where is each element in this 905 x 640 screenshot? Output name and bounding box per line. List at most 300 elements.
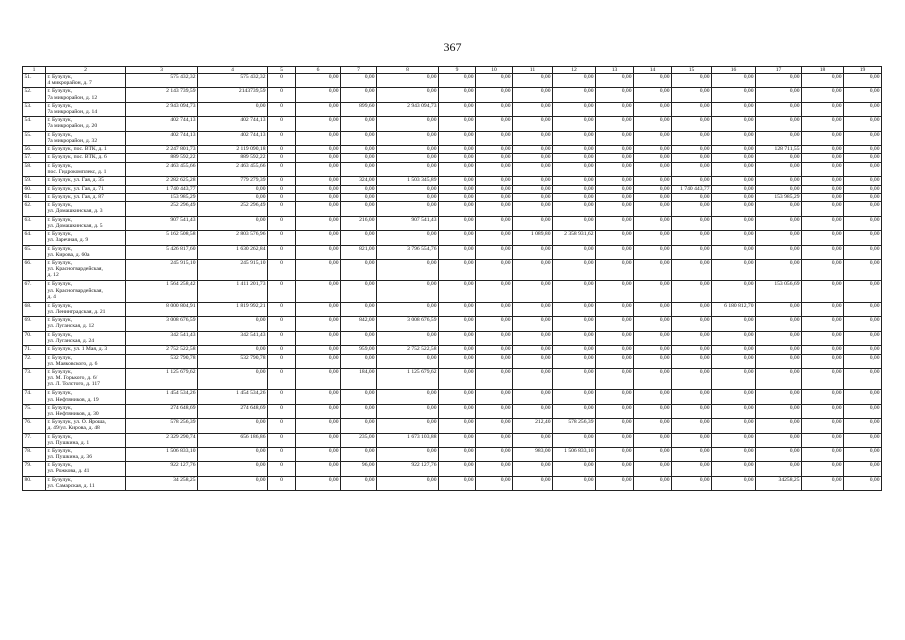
cell-col-8: 3 796 554,76: [377, 245, 439, 259]
cell-col-3: 2 143 739,59: [126, 88, 198, 102]
cell-col-19: 0,00: [844, 146, 882, 154]
cell-col-5: 0: [268, 154, 296, 162]
cell-col-11: 0,00: [513, 346, 553, 354]
cell-col-14: 0,00: [634, 154, 672, 162]
cell-col-7: 0,00: [341, 162, 377, 176]
cell-col-18: 0,00: [802, 354, 844, 368]
column-header-17: 17: [756, 67, 802, 74]
table-row: [23, 447, 882, 461]
table-row: [23, 476, 882, 490]
cell-col-12: 1 506 833,10: [553, 447, 596, 461]
cell-col-18: 0,00: [802, 74, 844, 88]
cell-col-8: 0,00: [377, 202, 439, 216]
address-cell: г. Бузулук, ул. Нефтяников, д. 19: [46, 390, 126, 404]
cell-col-16: 0,00: [712, 331, 756, 345]
cell-col-9: 0,00: [439, 317, 476, 331]
cell-col-14: 0,00: [634, 259, 672, 281]
cell-col-19: 0,00: [844, 462, 882, 476]
cell-col-13: 0,00: [596, 245, 634, 259]
cell-col-14: 0,00: [634, 317, 672, 331]
cell-col-17: 0,00: [756, 390, 802, 404]
address-cell: г. Бузулук, ул. Пушкина, д. 36: [46, 447, 126, 461]
table-row: [23, 216, 882, 230]
cell-col-7: 0,00: [341, 354, 377, 368]
row-number: 72.: [23, 354, 46, 368]
cell-col-16: 0,00: [712, 447, 756, 461]
cell-col-5: 0: [268, 231, 296, 245]
cell-col-6: 0,00: [296, 177, 341, 185]
cell-col-11: 0,00: [513, 154, 553, 162]
cell-col-10: 0,00: [476, 346, 513, 354]
cell-col-8: 0,00: [377, 302, 439, 316]
address-cell: г. Бузулук, ул. Красногвардейская, д. 4: [46, 281, 126, 303]
cell-col-14: 0,00: [634, 146, 672, 154]
cell-col-16: 0,00: [712, 117, 756, 131]
cell-col-15: 0,00: [672, 433, 712, 447]
cell-col-11: 0,00: [513, 117, 553, 131]
cell-col-10: 0,00: [476, 194, 513, 202]
cell-col-18: 0,00: [802, 131, 844, 145]
address-cell: г. Бузулук, ул. Маяковского, д. 6: [46, 354, 126, 368]
cell-col-5: 0: [268, 194, 296, 202]
cell-col-17: 0,00: [756, 419, 802, 433]
row-number: 51.: [23, 74, 46, 88]
cell-col-4: 0,00: [198, 447, 268, 461]
cell-col-6: 0,00: [296, 185, 341, 193]
cell-col-19: 0,00: [844, 331, 882, 345]
address-cell: г. Бузулук, ул. Нефтяников, д. 30: [46, 404, 126, 418]
cell-col-7: 0,00: [341, 331, 377, 345]
cell-col-19: 0,00: [844, 131, 882, 145]
row-number: 75.: [23, 404, 46, 418]
cell-col-13: 0,00: [596, 281, 634, 303]
table-row: [23, 419, 882, 433]
cell-col-4: 532 790,78: [198, 354, 268, 368]
row-number: 70.: [23, 331, 46, 345]
cell-col-3: 2 752 522,58: [126, 346, 198, 354]
cell-col-10: 0,00: [476, 419, 513, 433]
cell-col-19: 0,00: [844, 194, 882, 202]
cell-col-13: 0,00: [596, 404, 634, 418]
cell-col-5: 0: [268, 331, 296, 345]
cell-col-7: 0,00: [341, 88, 377, 102]
cell-col-9: 0,00: [439, 404, 476, 418]
cell-col-12: 0,00: [553, 146, 596, 154]
cell-col-3: 1 740 443,77: [126, 185, 198, 193]
cell-col-14: 0,00: [634, 177, 672, 185]
cell-col-11: 0,00: [513, 177, 553, 185]
cell-col-3: 2 282 625,28: [126, 177, 198, 185]
cell-col-17: 0,00: [756, 259, 802, 281]
cell-col-12: 0,00: [553, 317, 596, 331]
cell-col-13: 0,00: [596, 74, 634, 88]
cell-col-4: 575 432,32: [198, 74, 268, 88]
cell-col-3: 907 541,43: [126, 216, 198, 230]
cell-col-6: 0,00: [296, 245, 341, 259]
row-number: 67.: [23, 281, 46, 303]
cell-col-3: 245 915,10: [126, 259, 198, 281]
cell-col-10: 0,00: [476, 447, 513, 461]
cell-col-11: 0,00: [513, 194, 553, 202]
cell-col-11: 0,00: [513, 462, 553, 476]
cell-col-5: 0: [268, 281, 296, 303]
cell-col-18: 0,00: [802, 331, 844, 345]
cell-col-16: 0,00: [712, 462, 756, 476]
cell-col-11: 0,00: [513, 131, 553, 145]
cell-col-16: 0,00: [712, 216, 756, 230]
cell-col-12: 0,00: [553, 259, 596, 281]
cell-col-9: 0,00: [439, 433, 476, 447]
cell-col-7: 0,00: [341, 231, 377, 245]
cell-col-18: 0,00: [802, 117, 844, 131]
cell-col-15: 0,00: [672, 102, 712, 116]
cell-col-6: 0,00: [296, 259, 341, 281]
cell-col-17: 34258,25: [756, 476, 802, 490]
cell-col-11: 0,00: [513, 354, 553, 368]
cell-col-8: 0,00: [377, 259, 439, 281]
cell-col-7: 959,00: [341, 346, 377, 354]
cell-col-15: 0,00: [672, 146, 712, 154]
cell-col-12: 0,00: [553, 281, 596, 303]
cell-col-12: 0,00: [553, 194, 596, 202]
column-header-12: 12: [553, 67, 596, 74]
address-cell: г. Бузулук, пос. ВТК, д. 1: [46, 146, 126, 154]
cell-col-15: 0,00: [672, 74, 712, 88]
cell-col-14: 0,00: [634, 346, 672, 354]
cell-col-9: 0,00: [439, 368, 476, 390]
cell-col-5: 0: [268, 117, 296, 131]
cell-col-6: 0,00: [296, 216, 341, 230]
cell-col-8: 0,00: [377, 74, 439, 88]
cell-col-10: 0,00: [476, 216, 513, 230]
cell-col-7: 0,00: [341, 185, 377, 193]
cell-col-9: 0,00: [439, 102, 476, 116]
cell-col-6: 0,00: [296, 462, 341, 476]
cell-col-16: 0,00: [712, 146, 756, 154]
cell-col-19: 0,00: [844, 102, 882, 116]
cell-col-18: 0,00: [802, 216, 844, 230]
cell-col-10: 0,00: [476, 259, 513, 281]
cell-col-5: 0: [268, 346, 296, 354]
cell-col-5: 0: [268, 259, 296, 281]
cell-col-15: 0,00: [672, 117, 712, 131]
cell-col-19: 0,00: [844, 368, 882, 390]
cell-col-3: 34 258,25: [126, 476, 198, 490]
cell-col-18: 0,00: [802, 162, 844, 176]
cell-col-7: 0,00: [341, 302, 377, 316]
cell-col-18: 0,00: [802, 102, 844, 116]
cell-col-9: 0,00: [439, 185, 476, 193]
cell-col-4: 0,00: [198, 194, 268, 202]
cell-col-13: 0,00: [596, 390, 634, 404]
cell-col-18: 0,00: [802, 194, 844, 202]
cell-col-15: 0,00: [672, 202, 712, 216]
cell-col-10: 0,00: [476, 368, 513, 390]
column-header-13: 13: [596, 67, 634, 74]
cell-col-10: 0,00: [476, 177, 513, 185]
cell-col-12: 0,00: [553, 202, 596, 216]
column-header-8: 8: [377, 67, 439, 74]
column-header-3: 3: [126, 67, 198, 74]
cell-col-15: 0,00: [672, 154, 712, 162]
cell-col-17: 0,00: [756, 231, 802, 245]
cell-col-5: 0: [268, 419, 296, 433]
cell-col-6: 0,00: [296, 194, 341, 202]
address-cell: г. Бузулук, ул. Гая, д. 71: [46, 185, 126, 193]
cell-col-3: 252 296,49: [126, 202, 198, 216]
table-row: [23, 162, 882, 176]
cell-col-6: 0,00: [296, 404, 341, 418]
cell-col-15: 0,00: [672, 259, 712, 281]
cell-col-16: 0,00: [712, 177, 756, 185]
column-header-14: 14: [634, 67, 672, 74]
cell-col-5: 0: [268, 354, 296, 368]
cell-col-5: 0: [268, 185, 296, 193]
address-cell: г. Бузулук, ул. М. Горького, д. 6/ ул. Л. Толстого, д. 117: [46, 368, 126, 390]
cell-col-9: 0,00: [439, 154, 476, 162]
cell-col-8: 0,00: [377, 146, 439, 154]
cell-col-12: 0,00: [553, 302, 596, 316]
cell-col-13: 0,00: [596, 331, 634, 345]
cell-col-6: 0,00: [296, 476, 341, 490]
cell-col-5: 0: [268, 476, 296, 490]
cell-col-12: 0,00: [553, 131, 596, 145]
cell-col-6: 0,00: [296, 154, 341, 162]
cell-col-19: 0,00: [844, 185, 882, 193]
cell-col-13: 0,00: [596, 146, 634, 154]
cell-col-12: 0,00: [553, 154, 596, 162]
cell-col-11: 983,00: [513, 447, 553, 461]
cell-col-11: 0,00: [513, 433, 553, 447]
cell-col-12: 0,00: [553, 177, 596, 185]
cell-col-17: 0,00: [756, 368, 802, 390]
row-number: 63.: [23, 216, 46, 230]
cell-col-13: 0,00: [596, 368, 634, 390]
cell-col-7: 235,00: [341, 433, 377, 447]
cell-col-19: 0,00: [844, 154, 882, 162]
cell-col-14: 0,00: [634, 245, 672, 259]
cell-col-12: 0,00: [553, 88, 596, 102]
table-row: [23, 390, 882, 404]
cell-col-10: 0,00: [476, 202, 513, 216]
cell-col-17: 153 985,29: [756, 194, 802, 202]
cell-col-9: 0,00: [439, 245, 476, 259]
cell-col-8: 0,00: [377, 331, 439, 345]
cell-col-9: 0,00: [439, 281, 476, 303]
cell-col-5: 0: [268, 102, 296, 116]
cell-col-9: 0,00: [439, 419, 476, 433]
cell-col-3: 1 454 534,26: [126, 390, 198, 404]
cell-col-6: 0,00: [296, 331, 341, 345]
cell-col-18: 0,00: [802, 462, 844, 476]
cell-col-16: 0,00: [712, 390, 756, 404]
cell-col-15: 0,00: [672, 317, 712, 331]
cell-col-19: 0,00: [844, 346, 882, 354]
table-row: [23, 102, 882, 116]
cell-col-12: 0,00: [553, 354, 596, 368]
cell-col-13: 0,00: [596, 216, 634, 230]
cell-col-4: 2 119 090,18: [198, 146, 268, 154]
cell-col-12: 0,00: [553, 331, 596, 345]
cell-col-3: 2 943 094,73: [126, 102, 198, 116]
table-body: [23, 74, 882, 491]
cell-col-13: 0,00: [596, 419, 634, 433]
cell-col-7: 0,00: [341, 131, 377, 145]
cell-col-7: 0,00: [341, 447, 377, 461]
cell-col-15: 0,00: [672, 404, 712, 418]
cell-col-12: 0,00: [553, 390, 596, 404]
column-header-11: 11: [513, 67, 553, 74]
cell-col-17: 0,00: [756, 88, 802, 102]
cell-col-14: 0,00: [634, 131, 672, 145]
cell-col-4: 2 803 576,96: [198, 231, 268, 245]
cell-col-16: 0,00: [712, 202, 756, 216]
cell-col-9: 0,00: [439, 331, 476, 345]
cell-col-15: 1 740 443,77: [672, 185, 712, 193]
cell-col-12: 0,00: [553, 216, 596, 230]
table-row: [23, 317, 882, 331]
cell-col-9: 0,00: [439, 216, 476, 230]
cell-col-17: 0,00: [756, 202, 802, 216]
cell-col-16: 0,00: [712, 131, 756, 145]
cell-col-9: 0,00: [439, 117, 476, 131]
table-row: [23, 117, 882, 131]
cell-col-4: 1 454 534,26: [198, 390, 268, 404]
cell-col-11: 0,00: [513, 317, 553, 331]
cell-col-18: 0,00: [802, 281, 844, 303]
address-cell: г. Бузулук, пос. Гидрокомплекс, д. 1: [46, 162, 126, 176]
cell-col-11: 0,00: [513, 281, 553, 303]
cell-col-10: 0,00: [476, 317, 513, 331]
cell-col-3: 2 463 455,66: [126, 162, 198, 176]
address-cell: г. Бузулук, ул. Самарская, д. 11: [46, 476, 126, 490]
cell-col-17: 0,00: [756, 162, 802, 176]
cell-col-17: 0,00: [756, 433, 802, 447]
cell-col-13: 0,00: [596, 476, 634, 490]
cell-col-13: 0,00: [596, 317, 634, 331]
cell-col-8: 0,00: [377, 476, 439, 490]
cell-col-11: 0,00: [513, 74, 553, 88]
cell-col-9: 0,00: [439, 231, 476, 245]
cell-col-8: 922 127,76: [377, 462, 439, 476]
cell-col-19: 0,00: [844, 404, 882, 418]
cell-col-10: 0,00: [476, 185, 513, 193]
cell-col-8: 3 008 676,59: [377, 317, 439, 331]
cell-col-8: 0,00: [377, 231, 439, 245]
cell-col-8: 0,00: [377, 117, 439, 131]
cell-col-8: 1 503 345,89: [377, 177, 439, 185]
cell-col-3: 3 008 676,59: [126, 317, 198, 331]
cell-col-5: 0: [268, 433, 296, 447]
cell-col-11: 0,00: [513, 202, 553, 216]
cell-col-6: 0,00: [296, 317, 341, 331]
cell-col-11: 0,00: [513, 368, 553, 390]
cell-col-6: 0,00: [296, 202, 341, 216]
address-cell: г. Бузулук, ул. 1 Мая, д. 3: [46, 346, 126, 354]
cell-col-14: 0,00: [634, 202, 672, 216]
cell-col-4: 245 915,10: [198, 259, 268, 281]
cell-col-13: 0,00: [596, 88, 634, 102]
cell-col-16: 6 180 812,70: [712, 302, 756, 316]
cell-col-10: 0,00: [476, 88, 513, 102]
cell-col-19: 0,00: [844, 447, 882, 461]
cell-col-16: 0,00: [712, 194, 756, 202]
cell-col-19: 0,00: [844, 433, 882, 447]
cell-col-9: 0,00: [439, 146, 476, 154]
cell-col-9: 0,00: [439, 194, 476, 202]
cell-col-13: 0,00: [596, 117, 634, 131]
cell-col-18: 0,00: [802, 185, 844, 193]
cell-col-12: 0,00: [553, 433, 596, 447]
cell-col-3: 8 000 804,91: [126, 302, 198, 316]
cell-col-9: 0,00: [439, 346, 476, 354]
cell-col-7: 0,00: [341, 476, 377, 490]
row-number: 65.: [23, 245, 46, 259]
cell-col-18: 0,00: [802, 245, 844, 259]
cell-col-14: 0,00: [634, 281, 672, 303]
cell-col-17: 0,00: [756, 245, 802, 259]
cell-col-3: 5 162 508,58: [126, 231, 198, 245]
cell-col-17: 0,00: [756, 447, 802, 461]
cell-col-3: 342 541,43: [126, 331, 198, 345]
cell-col-18: 0,00: [802, 447, 844, 461]
cell-col-6: 0,00: [296, 102, 341, 116]
table-row: [23, 433, 882, 447]
cell-col-3: 922 127,76: [126, 462, 198, 476]
cell-col-12: 0,00: [553, 185, 596, 193]
cell-col-19: 0,00: [844, 390, 882, 404]
table-header: [23, 67, 882, 74]
cell-col-3: 2 329 290,74: [126, 433, 198, 447]
row-number: 74.: [23, 390, 46, 404]
cell-col-5: 0: [268, 202, 296, 216]
cell-col-6: 0,00: [296, 162, 341, 176]
cell-col-11: 0,00: [513, 404, 553, 418]
cell-col-17: 0,00: [756, 74, 802, 88]
cell-col-13: 0,00: [596, 231, 634, 245]
cell-col-17: 0,00: [756, 177, 802, 185]
cell-col-7: 0,00: [341, 74, 377, 88]
cell-col-17: 0,00: [756, 354, 802, 368]
table-row: [23, 131, 882, 145]
cell-col-7: 0,00: [341, 117, 377, 131]
cell-col-18: 0,00: [802, 368, 844, 390]
cell-col-10: 0,00: [476, 462, 513, 476]
address-cell: г. Бузулук, ул. Гая, д. 87: [46, 194, 126, 202]
cell-col-4: 274 648,69: [198, 404, 268, 418]
cell-col-16: 0,00: [712, 245, 756, 259]
cell-col-7: 821,00: [341, 245, 377, 259]
row-number: 56.: [23, 146, 46, 154]
cell-col-15: 0,00: [672, 245, 712, 259]
cell-col-9: 0,00: [439, 462, 476, 476]
cell-col-19: 0,00: [844, 317, 882, 331]
cell-col-14: 0,00: [634, 390, 672, 404]
cell-col-10: 0,00: [476, 302, 513, 316]
cell-col-8: 0,00: [377, 154, 439, 162]
cell-col-13: 0,00: [596, 185, 634, 193]
cell-col-5: 0: [268, 317, 296, 331]
cell-col-18: 0,00: [802, 177, 844, 185]
cell-col-12: 2 358 931,62: [553, 231, 596, 245]
cell-col-8: 0,00: [377, 281, 439, 303]
cell-col-9: 0,00: [439, 259, 476, 281]
cell-col-19: 0,00: [844, 302, 882, 316]
table-row: [23, 346, 882, 354]
cell-col-10: 0,00: [476, 390, 513, 404]
cell-col-15: 0,00: [672, 162, 712, 176]
row-number: 53.: [23, 102, 46, 116]
